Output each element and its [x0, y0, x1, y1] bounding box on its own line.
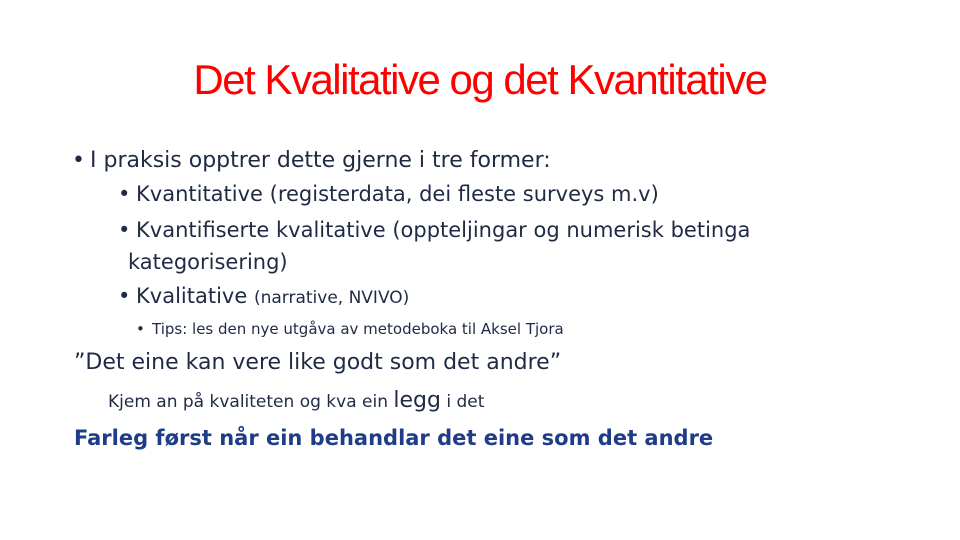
- bullet-qualitative-note: (narrative, NVIVO): [253, 288, 410, 308]
- depends-text: [108, 388, 484, 413]
- bullet-icon: •: [72, 148, 85, 173]
- bullet-quantified: [118, 218, 750, 242]
- bullet-main-text: I praksis opptrer dette gjerne i tre former:: [90, 148, 551, 173]
- bullet-icon: •: [118, 182, 131, 206]
- quote-text: ”Det eine kan vere like godt som det andre”: [74, 350, 562, 375]
- bullet-tip: [136, 320, 564, 338]
- bullet-icon: •: [118, 218, 131, 242]
- bullet-icon: •: [118, 284, 131, 308]
- depends-after: i det: [446, 392, 485, 412]
- bullet-quantitative: [118, 182, 659, 206]
- depends-emphasis: legg: [393, 388, 441, 413]
- bullet-icon: •: [136, 320, 145, 338]
- slide-title: Det Kvalitative og det Kvantitative: [193, 56, 767, 103]
- depends-before: Kjem an på kvaliteten og kva ein: [108, 392, 388, 412]
- bullet-quantified-continuation: kategorisering): [128, 250, 288, 274]
- bullet-quantitative-text: Kvantitative (registerdata, dei fleste surveys m.v): [136, 182, 659, 206]
- bullet-quantified-text: Kvantifiserte kvalitative (oppteljingar og numerisk betinga: [136, 218, 751, 242]
- bullet-qualitative-text: Kvalitative: [136, 284, 248, 308]
- bullet-tip-text: Tips: les den nye utgåva av metodeboka til Aksel Tjora: [152, 320, 564, 338]
- bullet-qualitative: [118, 284, 409, 308]
- bullet-main: [72, 148, 551, 173]
- warning-text: Farleg først når ein behandlar det eine som det andre: [74, 426, 714, 450]
